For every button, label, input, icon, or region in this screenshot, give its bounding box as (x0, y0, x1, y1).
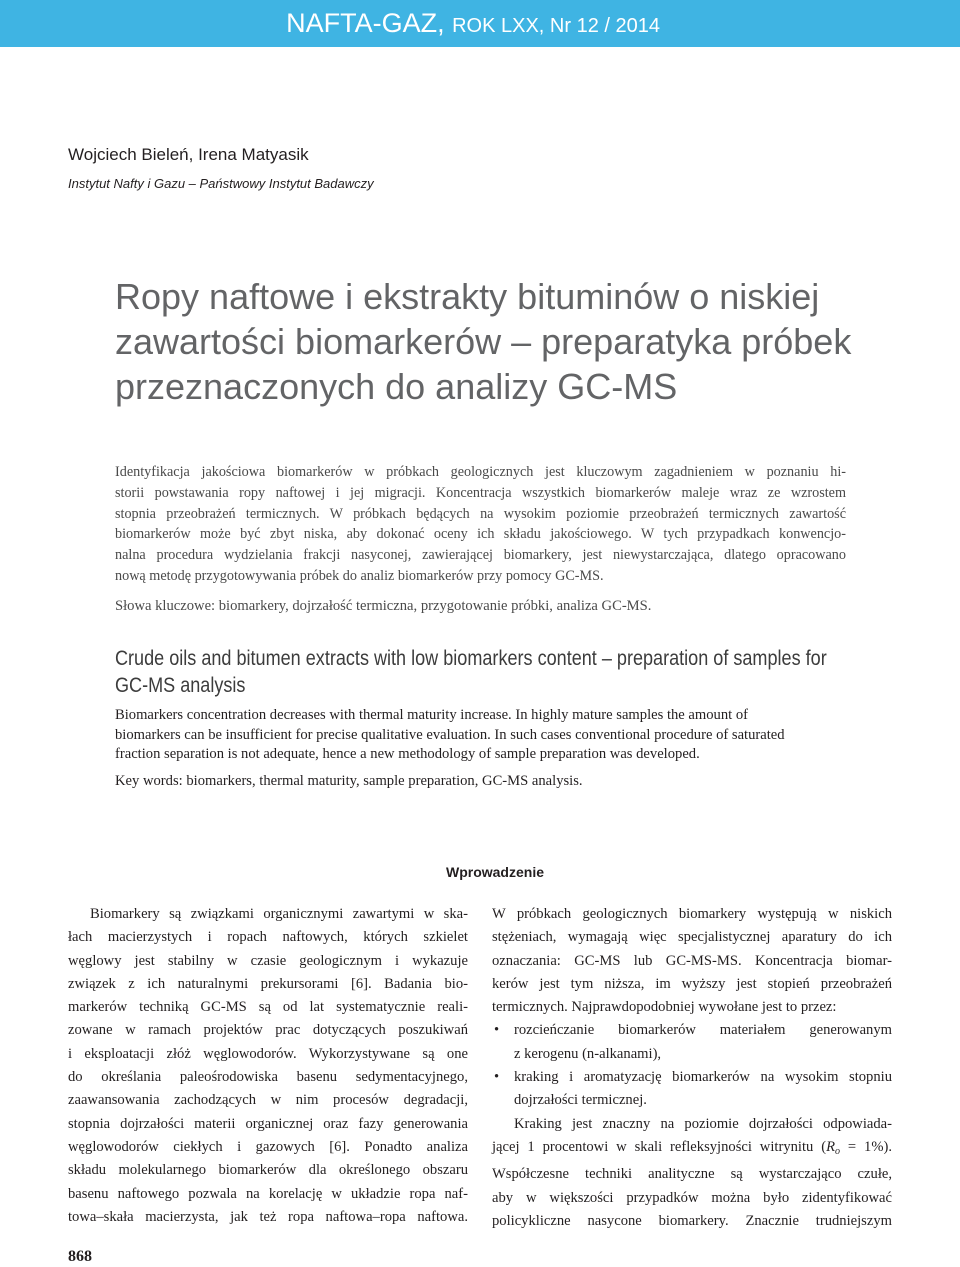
body-line: Biomarkery są związkami organicznymi zawartymi w ska- (90, 906, 468, 922)
title-line: Crude oils and bitumen extracts with low biomarkers content – preparation of samples for (115, 647, 827, 670)
abstract-line: storii powstawania ropy naftowej i jej migracji. Koncentracja wszystkich biomarkerów maleje wraz ze wzrostem (115, 484, 846, 501)
body-line: termicznych. Najprawdopodobniej wywołane jest to przez: (492, 999, 837, 1016)
abstract-line: nową metodę przygotowywania próbek do analiz biomarkerów przy pomocy GC-MS. (115, 567, 604, 584)
body-line: kerów jest tym niższa, im wyższy jest stopień przeobrażeń (492, 975, 892, 992)
body-column-right (492, 903, 892, 1233)
journal-title (0, 8, 660, 39)
title-line: zawartości biomarkerów – preparatyka próbek (115, 321, 852, 362)
body-line: węglowy jest stabilny w czasie geologicznym i wykazuje (68, 952, 468, 969)
body-line: Współczesne techniki analityczne są wystarczająco czułe, (492, 1166, 892, 1183)
abstract-polish (115, 462, 846, 587)
authors: Wojciech Bieleń, Irena Matyasik (68, 145, 309, 164)
body-line: i eksploatacji złóż węglowodorów. Wykorzystywane są one (68, 1045, 468, 1062)
body-line: dojrzałości termicznej. (514, 1092, 647, 1109)
page-number: 868 (68, 1248, 92, 1265)
abstract-english (115, 706, 846, 765)
body-line: węglowodorów ciekłych i gazowych [6]. Ponadto analiza (68, 1138, 468, 1155)
journal-name: NAFTA-GAZ, (286, 8, 445, 38)
abstract-line: stopnia przeobrażeń termicznych. W próbkach będących na wysokim poziomie przeobrażeń termicznych zawartość (115, 505, 846, 522)
abstract-line: Biomarkers concentration decreases with thermal maturity increase. In highly mature samples the amount of (115, 707, 748, 723)
title-line: GC-MS analysis (115, 674, 246, 697)
body-line: związek z ich naturalnymi prekursorami [6]. Badania bio- (68, 975, 468, 992)
body-line: kraking i aromatyzację biomarkerów na wysokim stopniu (514, 1069, 892, 1086)
abstract-line: biomarkers can be insufficient for precise qualitative evaluation. In such cases conventional procedure of saturated (115, 726, 785, 743)
abstract-line: biomarkerów może być zbyt niska, aby dokonać oceny ich składu jakościowego. W tych przypadkach konwencjo- (115, 526, 846, 543)
journal-header-bar (0, 0, 960, 47)
abstract-line: nalna procedura wydzielania frakcji nasyconej, zawierającej biomarkery, jest niewystarczająca, dlatego opracowano (115, 547, 846, 564)
body-line: oznaczania: GC-MS lub GC-MS-MS. Koncentracja biomar- (492, 952, 892, 969)
keywords-english: Key words: biomarkers, thermal maturity, sample preparation, GC-MS analysis. (115, 773, 583, 789)
body-line: rozcieńczanie biomarkerów materiałem generowanym (514, 1022, 892, 1039)
body-line: policykliczne nasycone biomarkery. Znacznie trudniejszym (492, 1212, 892, 1229)
title-english (115, 645, 827, 699)
body-text: = 1%). (840, 1138, 892, 1155)
body-line: W próbkach geologicznych biomarkery występują w niskich (492, 906, 892, 922)
title-polish (115, 274, 851, 409)
abstract-line: fraction separation is not adequate, hence a new methodology of sample preparation was developed. (115, 746, 700, 762)
reflectance-subscript: o (835, 1145, 840, 1157)
body-line: aby w większości przypadków można było zidentyfikować (492, 1189, 892, 1206)
body-line: zowane w ramach projektów prac dotyczących poszukiwań (68, 1022, 468, 1039)
body-line: łach macierzystych i ropach naftowych, których szkielet (68, 929, 468, 946)
body-line: z kerogenu (n-alkanami), (514, 1045, 662, 1062)
body-column-left (68, 903, 468, 1229)
reflectance-symbol: R (826, 1138, 835, 1155)
section-heading: Wprowadzenie (445, 864, 544, 880)
body-line: składu molekularnego biomarkerów dla określonego obszaru (68, 1162, 468, 1179)
title-line: Ropy naftowe i ekstrakty bituminów o niskiej (115, 276, 820, 317)
abstract-line: Identyfikacja jakościowa biomarkerów w próbkach geologicznych jest kluczowym zagadnieniem w poznaniu hi- (115, 464, 846, 480)
keywords-polish: Słowa kluczowe: biomarkery, dojrzałość termiczna, przygotowanie próbki, analiza GC-MS. (115, 598, 652, 614)
body-line: stężeniach, wymagają więc specjalistycznej aparatury do ich (492, 929, 892, 946)
title-line: przeznaczonych do analizy GC-MS (115, 366, 678, 407)
body-line: markerów techniką GC-MS są od lat systematycznie reali- (68, 999, 468, 1016)
bullet-item (492, 1066, 892, 1113)
body-line: zaawansowania zachodzących w nim procesów degradacji, (68, 1092, 468, 1109)
body-line: Kraking jest znaczny na poziomie dojrzałości odpowiada- (514, 1115, 892, 1132)
body-line (492, 1136, 892, 1163)
bullet-point: • (494, 1069, 500, 1086)
body-line: towa–skała macierzysta, jak też ropa naftowa–ropa naftowa. (68, 1208, 468, 1225)
body-line: do określania paleośrodowiska basenu sedymentacyjnego, (68, 1069, 468, 1086)
affiliation: Instytut Nafty i Gazu – Państwowy Instytut Badawczy (68, 176, 374, 191)
body-text: jącej 1 procentowi w skali refleksyjności witrynitu ( (492, 1138, 827, 1155)
body-line: stopnia dojrzałości materii organicznej oraz fazy generowania (68, 1115, 468, 1132)
bullet-point: • (494, 1022, 500, 1039)
journal-issue: ROK LXX, Nr 12 / 2014 (452, 15, 660, 37)
body-line: basenu naftowego pozwala na korelację w układzie ropa naf- (68, 1185, 468, 1202)
bullet-item (492, 1019, 892, 1066)
